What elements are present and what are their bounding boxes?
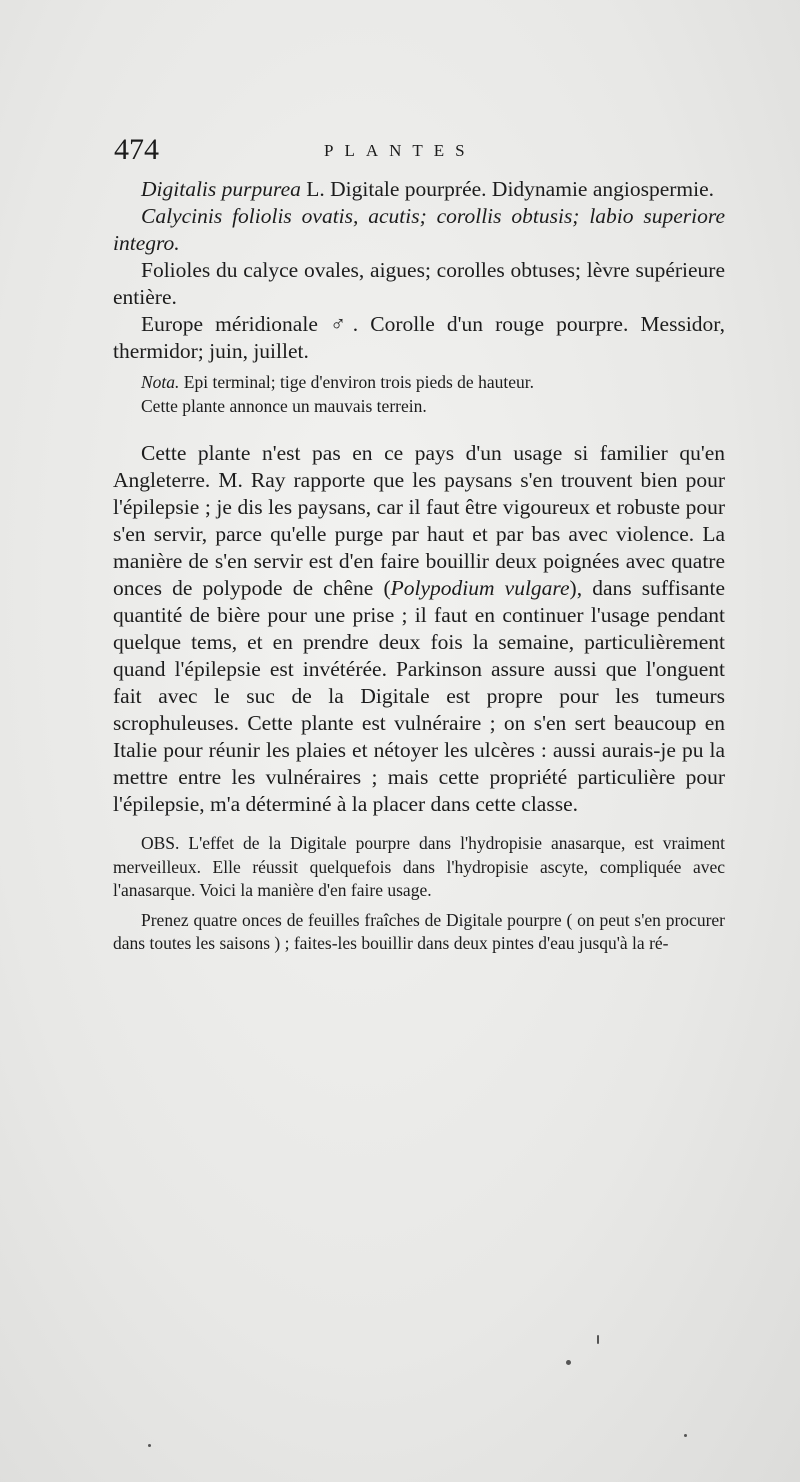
page-header bbox=[114, 133, 714, 173]
paragraph-1-rest: ), dans suffisante quantité de bière pour une prise ; il faut en continuer l'usage pendant quelque tems, et en prendre deux fois la semaine, particulièrement quand l'épilepsie est invétérée. Parkinson assure aussi que l'onguent fait avec le suc de la Digitale est propre pour les tumeurs scrophuleuses. Cette plante est vulnéraire ; on s'en sert beaucoup en Italie pour réunir les plaies et nétoyer les ulcères : aussi aurais-je pu la mettre entre les vulnéraires ; mais cette propriété particulière pour l'épilepsie, m'a déterminé à la placer dans cette classe. bbox=[113, 576, 725, 816]
main-paragraph bbox=[113, 440, 725, 818]
ink-speck bbox=[148, 1444, 151, 1447]
obs-paragraph: OBS. L'effet de la Digitale pourpre dans l'hydropisie anasarque, est vraiment merveilleux. Elle réussit quelquefois dans l'hydropisie ascyte, compliquée avec l'anasarque. Voici la manière d'en faire usage. bbox=[113, 833, 725, 900]
paragraph-1-start: Cette plante n'est pas en ce pays d'un usage si familier qu'en Angleterre. M. Ray rapporte que les paysans s'en trouvent bien pour l'épilepsie ; je dis les paysans, car il faut être vigoureux et robuste pour s'en servir, parce qu'elle purge par haut et par bas avec violence. La manière de s'en servir est d'en faire bouillir deux poignées avec quatre onces de polypode de chêne ( bbox=[113, 441, 725, 600]
species-author: L. bbox=[306, 177, 325, 201]
nota-label: Nota. bbox=[141, 372, 180, 392]
species-entry bbox=[113, 176, 725, 203]
latin-description: Calycinis foliolis ovatis, acutis; corollis obtusis; labio superiore integro. bbox=[113, 204, 725, 255]
page-number: 474 bbox=[114, 133, 159, 166]
paragraph-1-latin: Polypodium vulgare bbox=[390, 576, 570, 600]
nota-text-2: Cette plante annonce un mauvais terrein. bbox=[141, 395, 427, 416]
text-block bbox=[113, 176, 725, 956]
nota-text: Epi terminal; tige d'environ trois pieds de hauteur. bbox=[183, 372, 534, 392]
french-description: Folioles du calyce ovales, aigues; corolles obtuses; lèvre supérieure entière. bbox=[113, 258, 725, 309]
common-name-and-class: Digitale pourprée. Didynamie angiospermie. bbox=[330, 177, 715, 201]
ink-speck bbox=[597, 1335, 599, 1344]
ink-speck bbox=[566, 1360, 571, 1365]
running-head: PLANTES bbox=[324, 141, 476, 160]
latin-species-name: Digitalis purpurea bbox=[141, 177, 301, 201]
habitat-flowering: Europe méridionale ♂. Corolle d'un rouge pourpre. Messidor, thermidor; juin, juillet. bbox=[113, 312, 725, 363]
nota bbox=[113, 371, 725, 395]
ink-speck bbox=[684, 1434, 687, 1437]
recipe-paragraph: Prenez quatre onces de feuilles fraîches de Digitale pourpre ( on peut s'en procurer dans toutes les saisons ) ; faites-les bouillir dans deux pintes d'eau jusqu'à la ré- bbox=[113, 909, 725, 953]
